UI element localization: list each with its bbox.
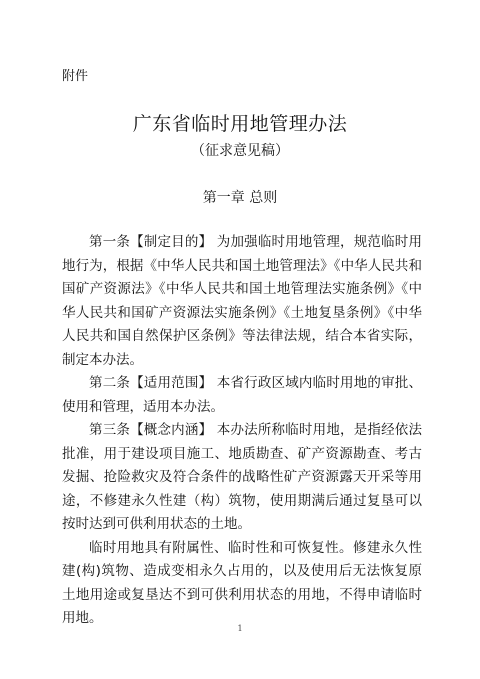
article-3-continuation-paragraph: 临时用地具有附属性、临时性和可恢复性。修建永久性建(构)筑物、造成变相永久占用的，以及使用后无法恢复原土地用途或复垦达不到可供利用状态的用地，不得申请临时用地。 [62,539,422,626]
page-number: 1 [237,624,243,633]
document-subtitle: （征求意见稿） [191,143,289,159]
article-1-paragraph: 第一条【制定目的】 为加强临时用地管理，规范临时用地行为，根据《中华人民共和国土地管理法》《中华人民共和国矿产资源法》《中华人民共和国土地管理法实施条例》《中华人民共和国矿产资源法实施条例》《土地复垦条例》《中华人民共和国自然保护区条例》等法律法规，结合本省实际，制定本办法。 [62,234,422,368]
chapter-heading: 第一章 总则 [202,190,278,206]
article-2-paragraph: 第二条【适用范围】 本省行政区域内临时用地的审批、使用和管理，适用本办法。 [62,375,422,415]
article-3-paragraph: 第三条【概念内涵】 本办法所称临时用地，是指经依法批准，用于建设项目施工、地质勘查、矿产资源勘查、考古发掘、抢险救灾及符合条件的战略性矿产资源露天开采等用途，不修建永久性建（构）筑物，使用期满后通过复垦可以按时达到可供利用状态的土地。 [62,422,422,532]
document-title: 广东省临时用地管理办法 [132,113,348,135]
attachment-label: 附件 [62,69,89,84]
document-body [62,231,422,631]
